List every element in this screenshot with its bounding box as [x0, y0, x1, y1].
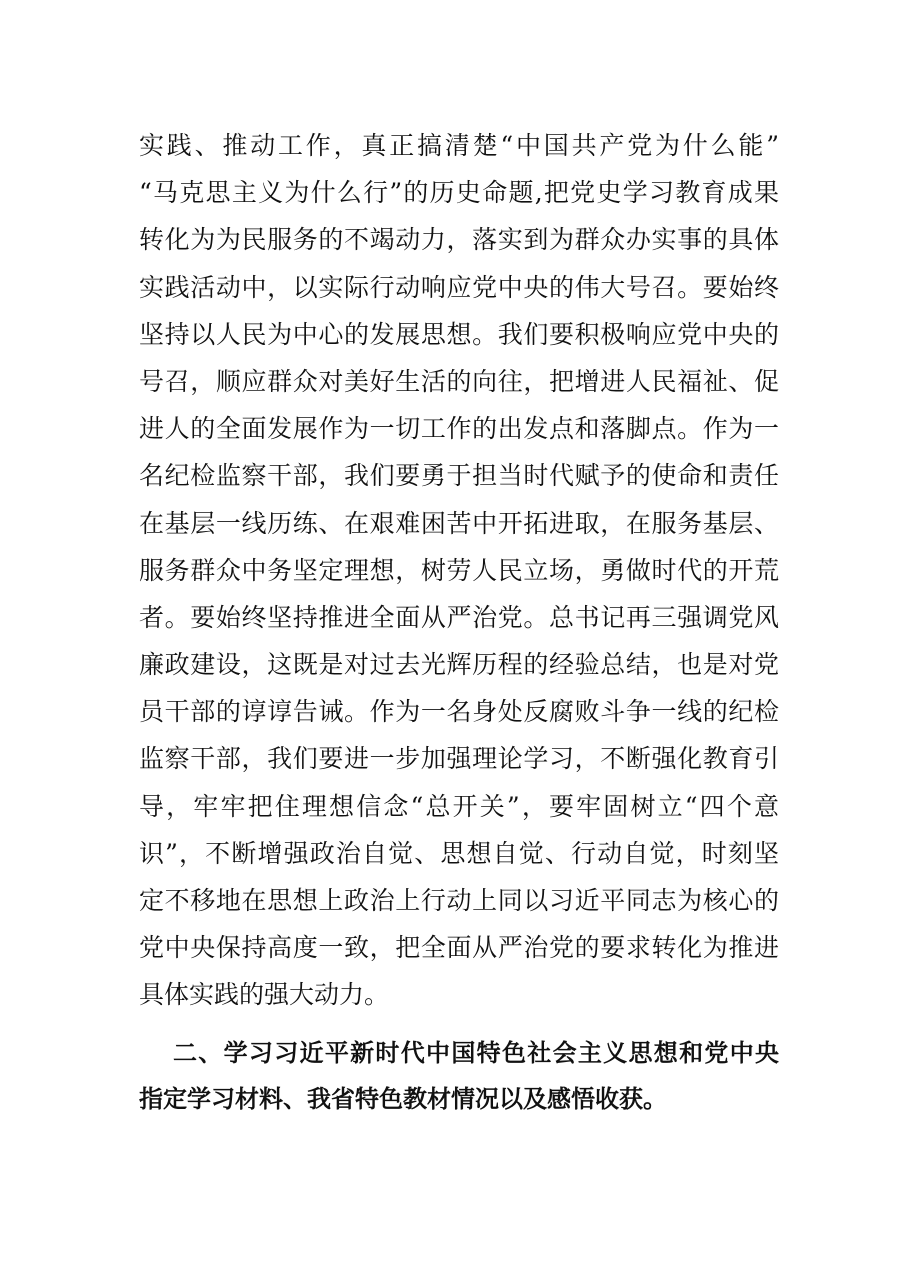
paragraph-line: 实践活动中，以实际行动响应党中央的伟大号召。要始终 [139, 272, 779, 302]
section-heading-line-1: 二、学习习近平新时代中国特色社会主义思想和党中央 [173, 1039, 779, 1067]
paragraph-line: 进人的全面发展作为一切工作的出发点和落脚点。作为一 [139, 414, 779, 444]
body-paragraph [139, 122, 779, 1019]
paragraph-line: 转化为为民服务的不竭动力，落实到为群众办实事的具体 [139, 225, 779, 255]
paragraph-line: 名纪检监察干部，我们要勇于担当时代赋予的使命和责任 [139, 461, 779, 491]
paragraph-line: 坚持以人民为中心的发展思想。我们要积极响应党中央的 [139, 319, 779, 349]
paragraph-line: 具体实践的强大动力。 [139, 980, 390, 1010]
paragraph-line: 导，牢牢把住理想信念“总开关”，要牢固树立“四个意 [139, 791, 779, 821]
paragraph-line: “马克思主义为什么行”的历史命题,把党史学习教育成果 [139, 178, 779, 208]
paragraph-line: 员干部的谆谆告诫。作为一名身处反腐败斗争一线的纪检 [139, 697, 779, 727]
paragraph-line: 在基层一线历练、在艰难困苦中开拓进取，在服务基层、 [139, 508, 779, 538]
section-heading [139, 1030, 779, 1122]
section-heading-line-2: 指定学习材料、我省特色教材情况以及感悟收获。 [139, 1085, 667, 1113]
paragraph-line: 实践、推动工作，真正搞清楚“中国共产党为什么能” [139, 131, 779, 160]
paragraph-line: 监察干部，我们要进一步加强理论学习，不断强化教育引 [139, 744, 779, 774]
paragraph-line: 定不移地在思想上政治上行动上同以习近平同志为核心的 [139, 886, 779, 915]
paragraph-line: 廉政建设，这既是对过去光辉历程的经验总结，也是对党 [139, 650, 779, 680]
paragraph-line: 识”，不断增强政治自觉、思想自觉、行动自觉，时刻坚 [139, 838, 779, 868]
paragraph-line: 党中央保持高度一致，把全面从严治党的要求转化为推进 [139, 933, 779, 963]
paragraph-line: 服务群众中务坚定理想，树劳人民立场，勇做时代的开荒 [139, 555, 779, 585]
paragraph-line: 者。要始终坚持推进全面从严治党。总书记再三强调党风 [139, 602, 779, 632]
paragraph-line: 号召，顺应群众对美好生活的向往，把增进人民福祉、促 [139, 366, 779, 396]
